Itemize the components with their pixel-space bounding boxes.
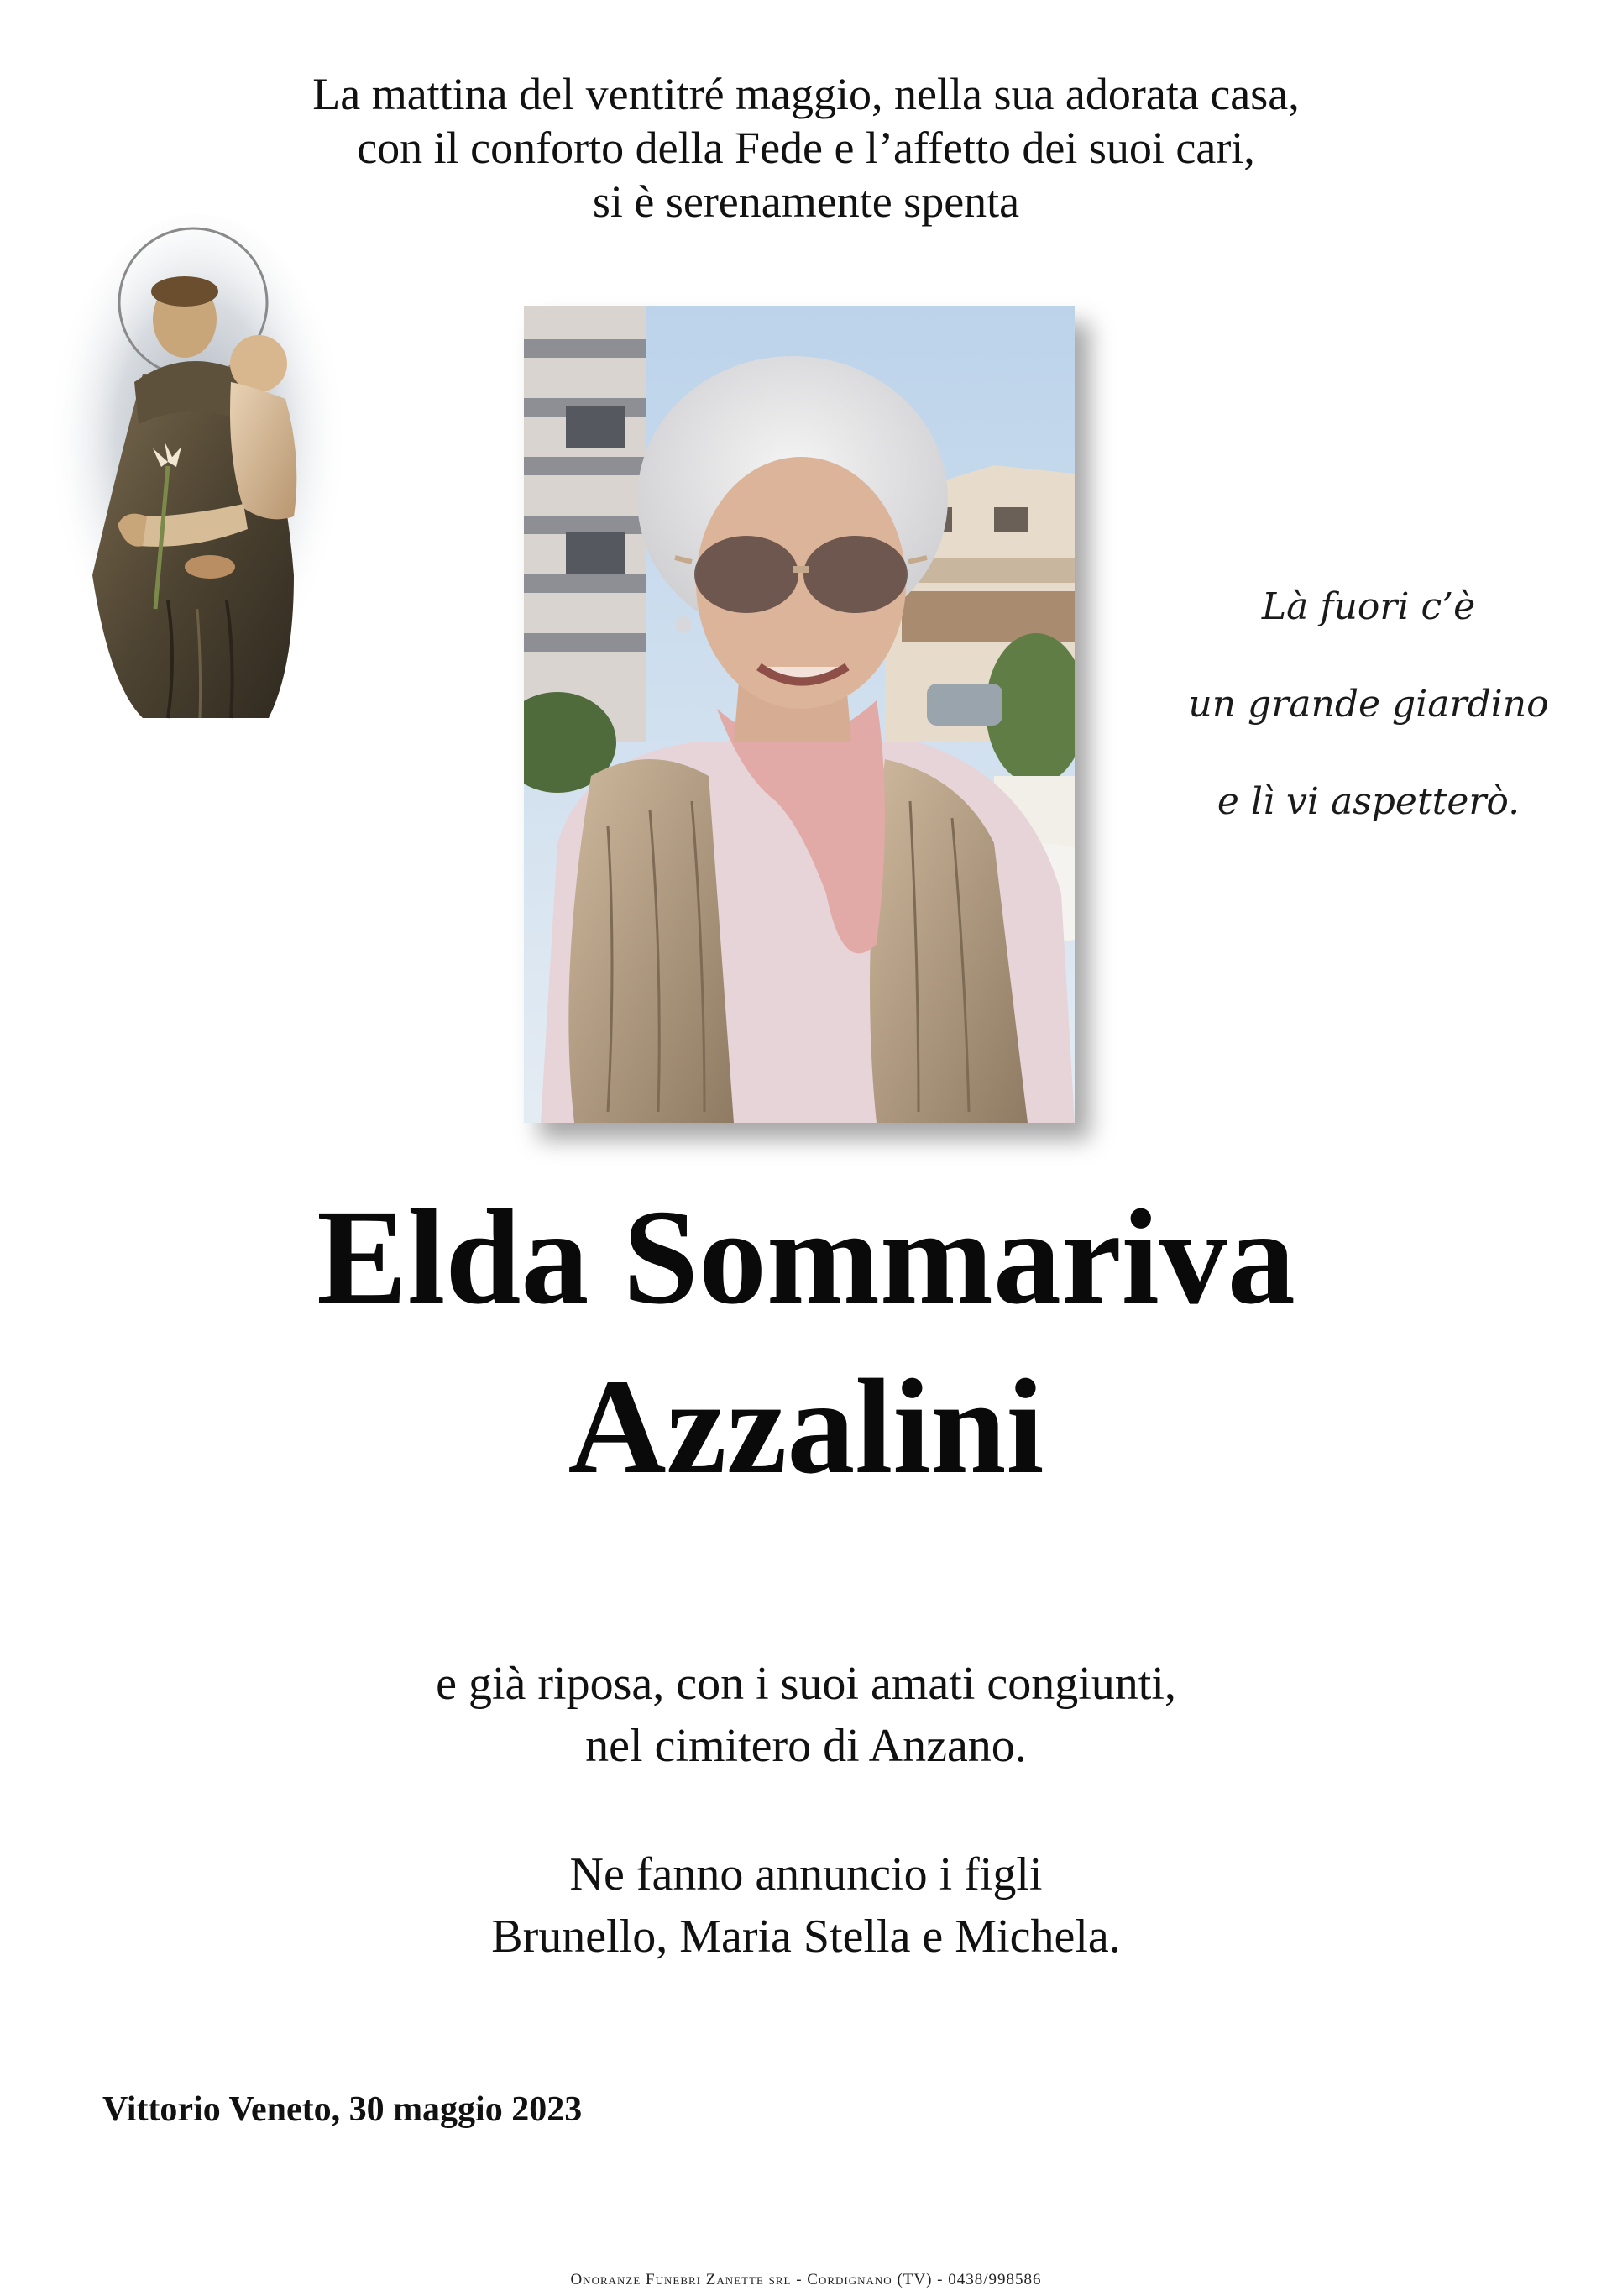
- quote-line-1: Là fuori c’è: [1261, 585, 1476, 628]
- resting-line-2: nel cimitero di Anzano.: [585, 1720, 1027, 1772]
- intro-line-2: con il conforto della Fede e l’affetto dei suoi cari,: [357, 123, 1255, 173]
- announce-line-1: Ne fanno annuncio i figli: [569, 1848, 1043, 1900]
- poem-quote: [1159, 558, 1578, 851]
- portrait-photo: [524, 306, 1075, 1123]
- announce-line-2: Brunello, Maria Stella e Michela.: [491, 1911, 1121, 1963]
- portrait-illustration: [524, 306, 1075, 1123]
- resting-text: [0, 1653, 1612, 1777]
- deceased-name-line-2: Azzalini: [568, 1352, 1044, 1502]
- intro-line-3: si è serenamente spenta: [592, 176, 1020, 227]
- quote-line-3: e lì vi aspetterò.: [1217, 780, 1520, 823]
- announcement-text: [0, 1843, 1612, 1968]
- saint-image: [42, 214, 353, 735]
- intro-text: [0, 67, 1612, 228]
- deceased-name-line-1: Elda Sommariva: [317, 1182, 1295, 1333]
- quote-line-2: un grande giardino: [1188, 683, 1549, 726]
- resting-line-1: e già riposa, con i suoi amati congiunti,: [436, 1658, 1176, 1710]
- intro-line-1: La mattina del ventitré maggio, nella sua adorata casa,: [312, 69, 1300, 119]
- funeral-home-footer: Onoranze Funebri Zanette srl - Cordignano (TV) - 0438/998586: [570, 2271, 1042, 2288]
- place-and-date: Vittorio Veneto, 30 maggio 2023: [102, 2090, 583, 2129]
- saint-statue-illustration: [42, 214, 353, 735]
